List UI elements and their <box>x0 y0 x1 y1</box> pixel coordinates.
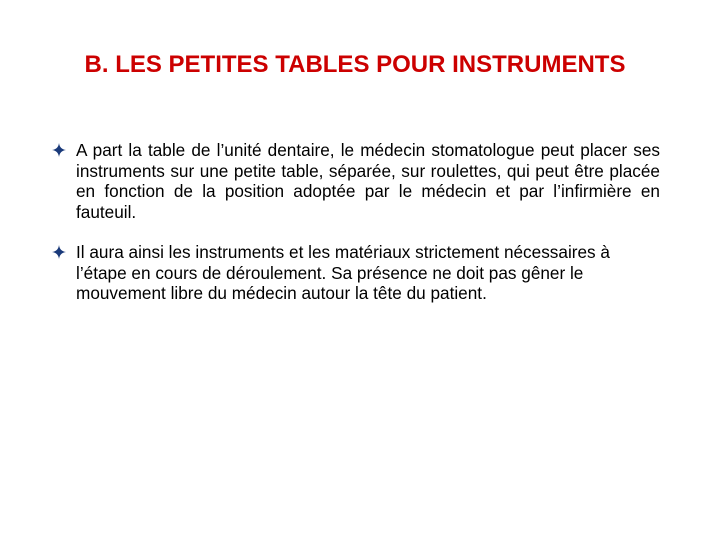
bullet-item-1 <box>48 140 660 222</box>
bullet-item-2 <box>48 242 660 304</box>
bullet-list <box>48 140 660 324</box>
bullet-text: Il aura ainsi les instruments et les matériaux strictement nécessaires à l’étape en cours de déroulement. Sa présence ne doit pas gêner le mouvement libre du médecin autour la tête du patient. <box>76 242 610 303</box>
bullet-text: A part la table de l’unité dentaire, le médecin stomatologue peut placer ses instruments sur une petite table, séparée, sur roulettes, qui peut être placée en fonction de la position adoptée par le médecin et par l’infirmière en fauteuil. <box>76 140 660 222</box>
diamond-star-icon <box>51 244 67 260</box>
slide-title: B. LES PETITES TABLES POUR INSTRUMENTS <box>84 51 626 79</box>
diamond-star-icon <box>51 142 67 158</box>
